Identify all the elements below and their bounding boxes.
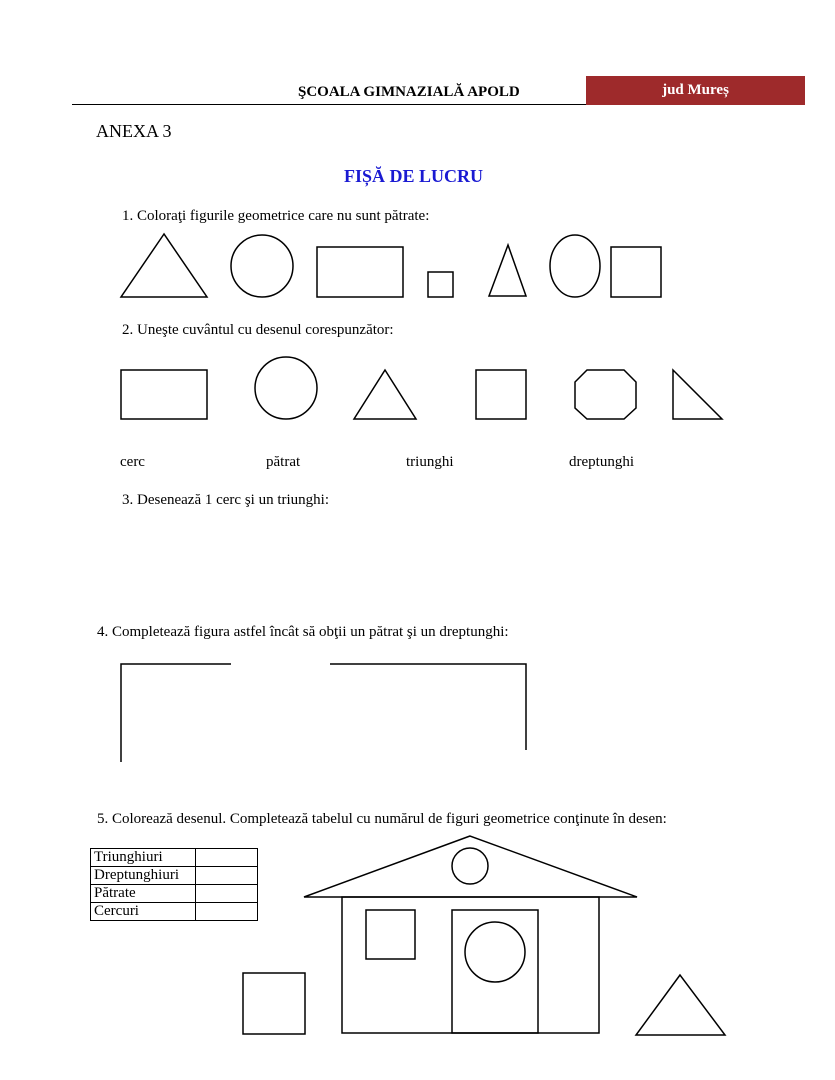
octagon-shape[interactable] (575, 370, 636, 419)
exercise-2-instruction: 2. Uneşte cuvântul cu desenul corespunzător: (122, 322, 394, 338)
small-square-shape[interactable] (428, 272, 453, 297)
large-triangle-shape[interactable] (121, 234, 207, 297)
word-patrat: pătrat (266, 454, 301, 470)
ground-triangle[interactable] (636, 975, 725, 1035)
exercise-5-instruction: 5. Colorează desenul. Completează tabelul cu numărul de figuri geometrice conţinute în desen: (97, 811, 667, 827)
triangle-shape[interactable] (354, 370, 416, 419)
circle-shape[interactable] (255, 357, 317, 419)
row-label-patrate: Pătrate (91, 885, 196, 903)
oval-shape[interactable] (550, 235, 600, 297)
row-label-cercuri: Cercuri (91, 903, 196, 921)
annex-label: ANEXA 3 (96, 121, 172, 141)
rectangle-shape[interactable] (121, 370, 207, 419)
county-label: jud Mureș (662, 82, 729, 98)
right-triangle-shape[interactable] (673, 370, 722, 419)
wide-rectangle-shape[interactable] (317, 247, 403, 297)
partial-square-lines[interactable] (121, 664, 231, 762)
square-shape[interactable] (611, 247, 661, 297)
school-name: ŞCOALA GIMNAZIALĂ APOLD (298, 84, 520, 100)
row-label-dreptunghiuri: Dreptunghiuri (91, 867, 196, 885)
circle-shape[interactable] (231, 235, 293, 297)
word-dreptunghi: dreptunghi (569, 454, 634, 470)
partial-rectangle-lines[interactable] (330, 664, 526, 750)
exercise-1-instruction: 1. Coloraţi figurile geometrice care nu sunt pătrate: (122, 208, 430, 224)
word-triunghi: triunghi (406, 454, 454, 470)
house-window-square[interactable] (366, 910, 415, 959)
exercise-4-instruction: 4. Completează figura astfel încât să obţii un pătrat şi un dreptunghi: (97, 624, 509, 640)
door-circle[interactable] (465, 922, 525, 982)
house-body-rectangle[interactable] (342, 897, 599, 1033)
narrow-triangle-shape[interactable] (489, 245, 526, 296)
exercise-4-partial-figure (121, 664, 526, 762)
exercise-1-shapes (121, 234, 661, 297)
exercise-3-instruction: 3. Desenează 1 cerc şi un triunghi: (122, 492, 330, 508)
ground-square[interactable] (243, 973, 305, 1034)
worksheet-title: FIȘĂ DE LUCRU (344, 166, 484, 186)
row-label-triunghiuri: Triunghiuri (91, 849, 196, 867)
roof-window-circle[interactable] (452, 848, 488, 884)
square-shape[interactable] (476, 370, 526, 419)
word-cerc: cerc (120, 454, 145, 470)
house-drawing (243, 836, 725, 1035)
exercise-2-shapes (121, 357, 722, 419)
house-door-rectangle[interactable] (452, 910, 538, 1033)
house-roof-triangle[interactable] (304, 836, 637, 897)
